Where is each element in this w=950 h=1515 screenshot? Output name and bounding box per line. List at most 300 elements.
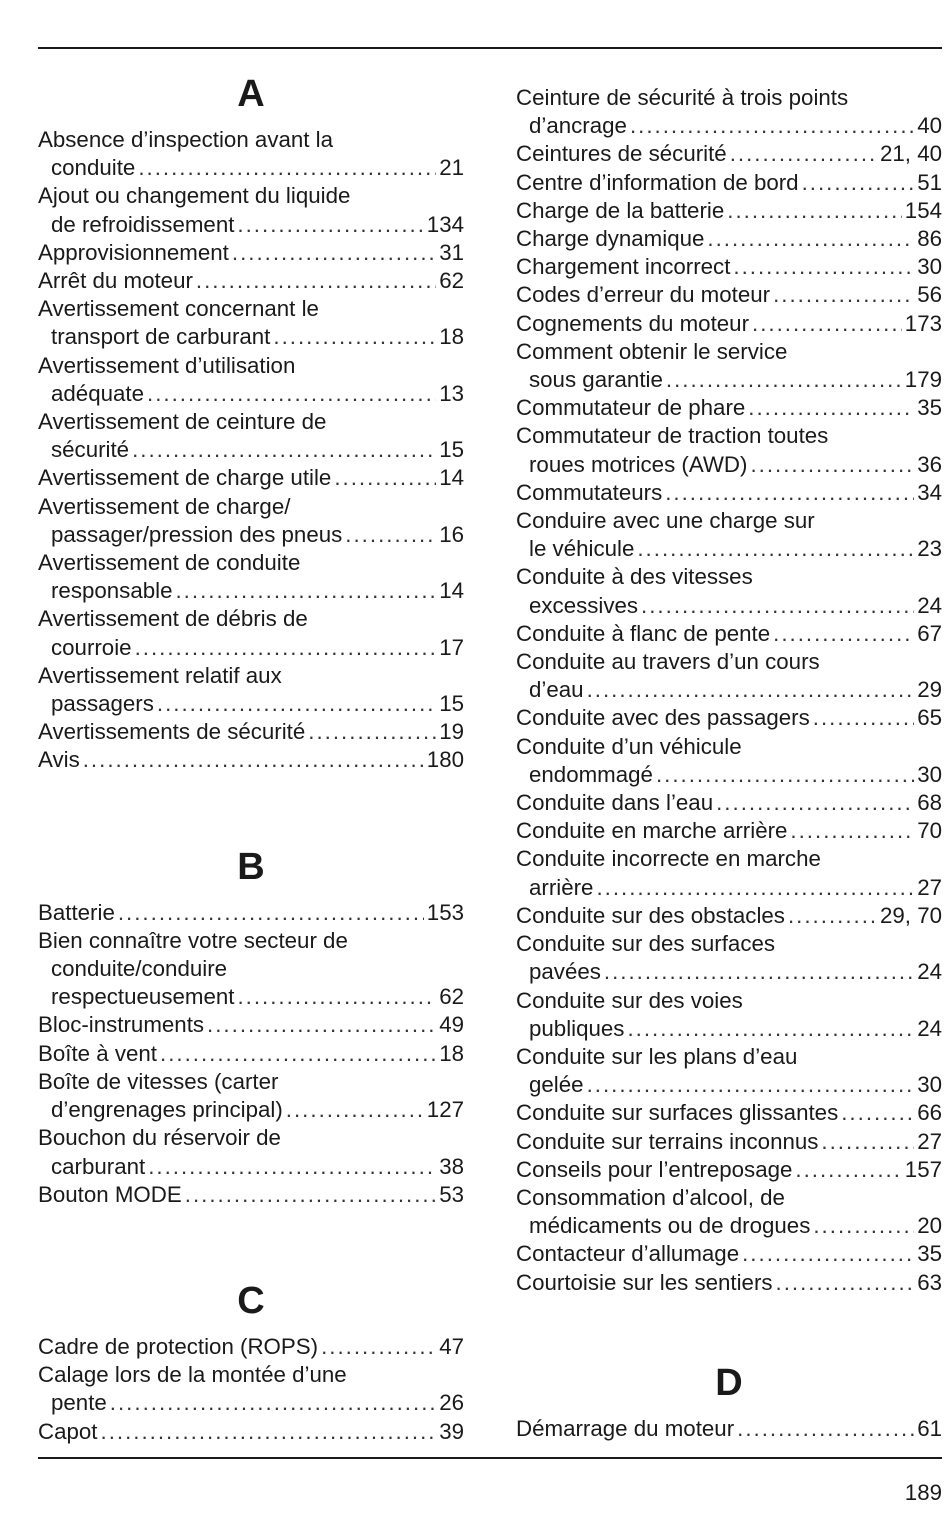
entry-text-line: endommagé <box>529 761 653 787</box>
entry-page-ref[interactable]: 66 <box>917 1100 942 1126</box>
entry-last-line <box>516 1071 942 1099</box>
entry-text-line: Cadre de protection (ROPS) <box>38 1333 319 1359</box>
dot-leader <box>138 154 436 182</box>
dot-leader <box>802 169 915 197</box>
entry-text-line: Conduite incorrecte en marche <box>516 846 821 872</box>
entry-text-line: Bouton MODE <box>38 1181 182 1207</box>
entry-text-line: Ceintures de sécurité <box>516 141 727 167</box>
entry-last-line <box>516 1099 942 1127</box>
dot-leader <box>637 535 914 563</box>
entry-page-ref[interactable]: 127 <box>426 1097 464 1123</box>
entry-last-line <box>516 366 942 394</box>
entry-page-ref[interactable]: 56 <box>917 282 942 308</box>
entry-text-line: Avertissement de charge utile <box>38 465 332 491</box>
index-entry[interactable] <box>38 927 464 1012</box>
index-entry[interactable] <box>38 126 464 182</box>
entry-text-line: Conduite sur des obstacles <box>516 902 785 928</box>
entry-last-line <box>516 479 942 507</box>
dot-leader <box>596 874 914 902</box>
entry-text-line: conduite <box>51 155 136 181</box>
entry-page-ref[interactable]: 40 <box>917 113 942 139</box>
index-entry[interactable] <box>38 1124 464 1180</box>
entry-last-line <box>516 958 942 986</box>
entry-text-line: Conduite sur des voies <box>516 987 743 1013</box>
index-entry[interactable] <box>38 493 464 549</box>
index-entry[interactable] <box>38 295 464 351</box>
entry-page-ref[interactable]: 30 <box>917 1072 942 1098</box>
entry-text-line: pavées <box>529 959 601 985</box>
entry-text-line: Chargement incorrect <box>516 254 731 280</box>
entry-page-ref[interactable]: 153 <box>426 899 464 925</box>
entry-last-line <box>516 789 942 817</box>
top-rule <box>38 47 942 49</box>
entry-text-line: Avertissement de ceinture de <box>38 409 327 435</box>
dot-leader <box>656 761 914 789</box>
index-entry[interactable] <box>516 704 942 732</box>
index-entry[interactable] <box>38 1418 464 1446</box>
entry-last-line <box>38 239 464 267</box>
entry-text-line: Absence d’inspection avant la <box>38 127 334 152</box>
entry-last-line <box>516 620 942 648</box>
index-entry[interactable] <box>516 1415 942 1443</box>
entry-last-line <box>516 704 942 732</box>
section-letter: C <box>237 1279 265 1322</box>
entry-page-ref[interactable]: 173 <box>904 310 942 336</box>
entry-page-ref[interactable]: 35 <box>917 395 942 421</box>
section-gap <box>38 775 464 835</box>
entry-last-line <box>516 902 942 930</box>
index-entry[interactable] <box>516 1240 942 1268</box>
entry-text-line: Bien connaître votre secteur de <box>38 927 348 953</box>
entry-text-line: courroie <box>51 634 132 660</box>
index-entry[interactable] <box>516 1128 942 1156</box>
entry-text-line: transport de carburant <box>51 324 271 350</box>
entry-text-line: Avis <box>38 747 80 773</box>
entry-text-line: Conduite à flanc de pente <box>516 620 771 646</box>
entry-page-ref[interactable]: 49 <box>439 1012 464 1038</box>
index-entry[interactable] <box>516 507 942 563</box>
index-entry[interactable] <box>516 225 942 253</box>
entry-text-line: Courtoisie sur les sentiers <box>516 1269 773 1295</box>
dot-leader <box>135 634 437 662</box>
entry-text-line: Commutateurs <box>516 479 663 505</box>
index-entry[interactable] <box>38 1181 464 1209</box>
index-entry[interactable] <box>38 1040 464 1068</box>
entry-page-ref[interactable]: 23 <box>917 536 942 562</box>
dot-leader <box>748 394 914 422</box>
entry-page-ref[interactable]: 14 <box>439 578 464 604</box>
index-entry[interactable] <box>516 394 942 422</box>
dot-leader <box>308 718 436 746</box>
entry-text-line: responsable <box>51 578 173 604</box>
index-entry[interactable] <box>38 352 464 408</box>
entry-page-ref[interactable]: 24 <box>917 592 942 618</box>
entry-text-line: Bloc-instruments <box>38 1012 205 1038</box>
entry-text-line: arrière <box>529 874 594 900</box>
entry-text-line: Avertissement de débris de <box>38 606 308 632</box>
entry-text-line: médicaments ou de drogues <box>529 1213 811 1239</box>
index-entry[interactable] <box>516 620 942 648</box>
dot-leader <box>604 958 914 986</box>
entry-last-line <box>516 281 942 309</box>
dot-leader <box>737 1415 914 1443</box>
entry-text-line: Conseils pour l’entreposage <box>516 1156 793 1182</box>
entry-last-line <box>516 169 942 197</box>
entry-page-ref[interactable]: 86 <box>917 226 942 252</box>
dot-leader <box>345 521 436 549</box>
entry-page-ref[interactable]: 53 <box>439 1181 464 1207</box>
dot-leader <box>148 1153 436 1181</box>
entry-page-ref[interactable]: 16 <box>439 521 464 547</box>
entry-text-line: Charge de la batterie <box>516 197 725 223</box>
entry-page-ref[interactable]: 61 <box>917 1415 942 1441</box>
index-entry[interactable] <box>516 422 942 478</box>
entry-last-line <box>38 1096 464 1124</box>
entry-text-line: Codes d’erreur du moteur <box>516 282 771 308</box>
entry-page-ref[interactable]: 26 <box>439 1390 464 1416</box>
entry-page-ref[interactable]: 62 <box>439 268 464 294</box>
index-entry[interactable] <box>38 1361 464 1417</box>
entry-last-line <box>38 1333 464 1361</box>
dot-leader <box>232 239 436 267</box>
entry-last-line <box>38 899 464 927</box>
entry-text-line: Calage lors de la montée d’une <box>38 1362 347 1388</box>
dot-leader <box>641 592 914 620</box>
entry-page-ref[interactable]: 19 <box>439 719 464 745</box>
dot-leader <box>821 1128 914 1156</box>
dot-leader <box>118 899 424 927</box>
entry-text-line: Conduite sur les plans d’eau <box>516 1043 798 1069</box>
entry-last-line <box>38 211 464 239</box>
entry-last-line <box>38 983 464 1011</box>
index-entry[interactable] <box>38 549 464 605</box>
index-entry[interactable] <box>38 464 464 492</box>
entry-page-ref[interactable]: 15 <box>439 437 464 463</box>
dot-leader <box>237 983 436 1011</box>
entry-last-line <box>516 1156 942 1184</box>
index-entry[interactable] <box>516 310 942 338</box>
dot-leader <box>773 620 914 648</box>
entry-text-line: Avertissement d’utilisation <box>38 352 296 378</box>
page-number: 189 <box>904 1480 942 1505</box>
dot-leader <box>175 577 436 605</box>
entry-last-line <box>516 817 942 845</box>
entry-text-line: Comment obtenir le service <box>516 338 788 364</box>
entry-last-line <box>516 310 942 338</box>
entry-text-line: Conduite d’un véhicule <box>516 733 742 759</box>
entry-text-line: Conduite à des vitesses <box>516 564 753 590</box>
entry-text-line: sous garantie <box>529 367 663 393</box>
entry-text-line: adéquate <box>51 380 144 406</box>
entry-last-line <box>38 380 464 408</box>
index-entry[interactable] <box>516 338 942 394</box>
dot-leader <box>813 1212 914 1240</box>
entry-page-ref[interactable]: 31 <box>439 239 464 265</box>
dot-leader <box>334 464 436 492</box>
entry-page-ref[interactable]: 51 <box>917 169 942 195</box>
entry-page-ref[interactable]: 157 <box>904 1156 942 1182</box>
index-entry[interactable] <box>38 408 464 464</box>
entry-text-line: passagers <box>51 691 154 717</box>
entry-text-line: Avertissements de sécurité <box>38 719 306 745</box>
entry-text-line: Commutateur de traction toutes <box>516 423 829 449</box>
index-entry[interactable] <box>516 817 942 845</box>
entry-page-ref[interactable]: 30 <box>917 761 942 787</box>
entry-text-line: Ajout ou changement du liquide <box>38 183 351 209</box>
entry-text-line: d’engrenages principal) <box>51 1097 283 1123</box>
entry-last-line <box>516 394 942 422</box>
index-entry[interactable] <box>516 1184 942 1240</box>
entry-page-ref[interactable]: 29, 70 <box>880 902 942 928</box>
dot-leader <box>185 1181 436 1209</box>
entry-text-line: passager/pression des pneus <box>51 521 343 547</box>
entry-page-ref[interactable]: 38 <box>439 1153 464 1179</box>
entry-text-line: Bouchon du réservoir de <box>38 1125 281 1151</box>
index-entry[interactable] <box>516 1043 942 1099</box>
dot-leader <box>132 436 436 464</box>
entry-page-ref[interactable]: 21 <box>439 155 464 181</box>
section-letter: D <box>715 1361 743 1404</box>
entry-page-ref[interactable]: 47 <box>439 1333 464 1359</box>
index-entry[interactable] <box>516 1156 942 1184</box>
entry-text-line: Consommation d’alcool, de <box>516 1184 785 1210</box>
entry-text-line: Conduite sur surfaces glissantes <box>516 1100 839 1126</box>
entry-text-line: Avertissement de charge/ <box>38 493 291 519</box>
dot-leader <box>666 366 902 394</box>
index-entry[interactable] <box>516 253 942 281</box>
dot-leader <box>273 323 436 351</box>
entry-last-line <box>516 1240 942 1268</box>
entry-text-line: Batterie <box>38 899 115 925</box>
dot-leader <box>196 267 436 295</box>
dot-leader <box>813 704 914 732</box>
entry-page-ref[interactable]: 68 <box>917 790 942 816</box>
dot-leader <box>795 1156 901 1184</box>
entry-last-line <box>38 1418 464 1446</box>
entry-page-ref[interactable]: 70 <box>917 818 942 844</box>
dot-leader <box>788 902 877 930</box>
entry-last-line <box>516 112 942 140</box>
entry-text-line: Ceinture de sécurité à trois points <box>516 85 849 110</box>
index-entry[interactable] <box>516 733 942 789</box>
dot-leader <box>716 789 914 817</box>
index-entry[interactable] <box>516 281 942 309</box>
index-entry[interactable] <box>38 267 464 295</box>
index-entry[interactable] <box>38 662 464 718</box>
entry-last-line <box>516 1269 942 1297</box>
column-top-spacer <box>516 62 942 84</box>
dot-leader <box>101 1418 437 1446</box>
dot-leader <box>750 451 914 479</box>
dot-leader <box>207 1011 436 1039</box>
entry-page-ref[interactable]: 154 <box>904 197 942 223</box>
entry-page-ref[interactable]: 34 <box>917 479 942 505</box>
entry-text-line: Conduite en marche arrière <box>516 818 788 844</box>
entry-last-line <box>516 1212 942 1240</box>
index-column-right <box>516 62 942 1443</box>
entry-text-line: respectueusement <box>51 984 235 1010</box>
entry-text-line: carburant <box>51 1153 146 1179</box>
entry-text-line: Conduite sur des surfaces <box>516 931 776 957</box>
entry-last-line <box>516 451 942 479</box>
entry-text-line: Capot <box>38 1418 98 1444</box>
dot-leader <box>630 112 914 140</box>
dot-leader <box>587 676 915 704</box>
index-entry[interactable] <box>38 1333 464 1361</box>
entry-last-line <box>516 874 942 902</box>
entry-text-line: Conduite sur terrains inconnus <box>516 1128 819 1154</box>
index-entry[interactable] <box>516 479 942 507</box>
entry-page-ref[interactable]: 27 <box>917 1128 942 1154</box>
dot-leader <box>742 1240 914 1268</box>
entry-last-line <box>38 690 464 718</box>
entry-page-ref[interactable]: 18 <box>439 1040 464 1066</box>
entry-text-line: Boîte à vent <box>38 1040 157 1066</box>
entry-page-ref[interactable]: 20 <box>917 1213 942 1239</box>
entry-text-line: Centre d’information de bord <box>516 169 799 195</box>
index-entry[interactable] <box>38 1011 464 1039</box>
dot-leader <box>237 211 423 239</box>
index-entry[interactable] <box>516 169 942 197</box>
entry-page-ref[interactable]: 63 <box>917 1269 942 1295</box>
entry-page-ref[interactable]: 17 <box>439 634 464 660</box>
entry-last-line <box>516 253 942 281</box>
entry-last-line <box>516 676 942 704</box>
entry-text-line: pente <box>51 1390 107 1416</box>
dot-leader <box>733 253 914 281</box>
index-entry[interactable] <box>516 902 942 930</box>
entry-text-line: d’ancrage <box>529 113 627 139</box>
index-entry[interactable] <box>516 648 942 704</box>
entry-page-ref[interactable]: 13 <box>439 380 464 406</box>
entry-text-line: Conduite avec des passagers <box>516 705 810 731</box>
index-entry[interactable] <box>516 987 942 1043</box>
index-entry[interactable] <box>516 845 942 901</box>
entry-text-line: Boîte de vitesses (carter <box>38 1068 279 1094</box>
dot-leader <box>773 281 914 309</box>
entry-text-line: roues motrices (AWD) <box>529 451 748 477</box>
entry-page-ref[interactable]: 14 <box>439 465 464 491</box>
entry-last-line <box>516 592 942 620</box>
entry-text-line: Avertissement concernant le <box>38 296 319 322</box>
entry-text-line: publiques <box>529 1015 625 1041</box>
index-entry[interactable] <box>516 930 942 986</box>
section-gap <box>516 1297 942 1351</box>
dot-leader <box>587 1071 915 1099</box>
entry-text-line: de refroidissement <box>51 211 235 237</box>
entry-page-ref[interactable]: 179 <box>904 367 942 393</box>
entry-last-line <box>516 535 942 563</box>
entry-text-line: sécurité <box>51 437 130 463</box>
section-letter: A <box>237 73 265 115</box>
entry-text-line: excessives <box>529 592 639 618</box>
dot-leader <box>776 1269 915 1297</box>
dot-leader <box>286 1096 424 1124</box>
entry-last-line <box>38 1040 464 1068</box>
entry-page-ref[interactable]: 27 <box>917 874 942 900</box>
index-entry[interactable] <box>516 1269 942 1297</box>
entry-text-line: d’eau <box>529 677 584 703</box>
entry-last-line <box>38 267 464 295</box>
index-entry[interactable] <box>38 605 464 661</box>
entry-page-ref[interactable]: 24 <box>917 1015 942 1041</box>
entry-last-line <box>38 746 464 774</box>
entry-text-line: Conduire avec une charge sur <box>516 508 815 534</box>
entry-last-line <box>38 718 464 746</box>
entry-text-line: Contacteur d’allumage <box>516 1241 740 1267</box>
entry-last-line <box>38 464 464 492</box>
entry-page-ref[interactable]: 134 <box>426 211 464 237</box>
entry-last-line <box>38 577 464 605</box>
entry-text-line: Arrêt du moteur <box>38 268 193 294</box>
index-entry[interactable] <box>516 140 942 168</box>
entry-page-ref[interactable]: 67 <box>917 620 942 646</box>
entry-last-line <box>38 1011 464 1039</box>
entry-last-line <box>516 225 942 253</box>
index-entry[interactable] <box>38 239 464 267</box>
entry-text-line: Conduite dans l’eau <box>516 790 714 816</box>
entry-page-ref[interactable]: 36 <box>917 451 942 477</box>
index-entry[interactable] <box>516 1099 942 1127</box>
section-gap <box>38 1209 464 1269</box>
dot-leader <box>157 690 436 718</box>
entry-last-line <box>516 140 942 168</box>
entry-text-line: Avertissement de conduite <box>38 550 301 576</box>
dot-leader <box>160 1040 436 1068</box>
index-entry[interactable] <box>516 789 942 817</box>
entry-last-line <box>516 761 942 789</box>
entry-text-line: Conduite au travers d’un cours <box>516 649 820 675</box>
entry-last-line <box>38 1389 464 1417</box>
entry-page-ref[interactable]: 180 <box>426 747 464 773</box>
index-entry[interactable] <box>516 563 942 619</box>
dot-leader <box>790 817 914 845</box>
entry-last-line <box>516 197 942 225</box>
dot-leader <box>727 197 902 225</box>
index-entry[interactable] <box>38 899 464 927</box>
entry-last-line <box>38 154 464 182</box>
entry-page-ref[interactable]: 35 <box>917 1241 942 1267</box>
entry-page-ref[interactable]: 15 <box>439 691 464 717</box>
section-letter: B <box>237 845 265 888</box>
index-entry[interactable] <box>38 718 464 746</box>
entry-page-ref[interactable]: 39 <box>439 1418 464 1444</box>
dot-leader <box>841 1099 914 1127</box>
entry-page-ref[interactable]: 18 <box>439 324 464 350</box>
index-entry[interactable] <box>38 182 464 238</box>
entry-page-ref[interactable]: 30 <box>917 254 942 280</box>
dot-leader <box>147 380 436 408</box>
dot-leader <box>627 1015 914 1043</box>
index-entry[interactable] <box>516 84 942 140</box>
index-entry[interactable] <box>38 746 464 774</box>
entry-text-line: Approvisionnement <box>38 239 229 265</box>
index-column-left <box>38 62 464 1446</box>
entry-last-line <box>38 436 464 464</box>
entry-text-line: Commutateur de phare <box>516 395 746 421</box>
entry-page-ref[interactable]: 24 <box>917 959 942 985</box>
entry-page-ref[interactable]: 62 <box>439 984 464 1010</box>
index-entry[interactable] <box>38 1068 464 1124</box>
entry-last-line <box>38 634 464 662</box>
dot-leader <box>110 1389 436 1417</box>
entry-page-ref[interactable]: 29 <box>917 677 942 703</box>
index-entry[interactable] <box>516 197 942 225</box>
entry-text-line: Avertissement relatif aux <box>38 662 282 688</box>
entry-page-ref[interactable]: 21, 40 <box>880 141 942 167</box>
entry-page-ref[interactable]: 65 <box>917 705 942 731</box>
entry-text-line: Démarrage du moteur <box>516 1415 735 1441</box>
